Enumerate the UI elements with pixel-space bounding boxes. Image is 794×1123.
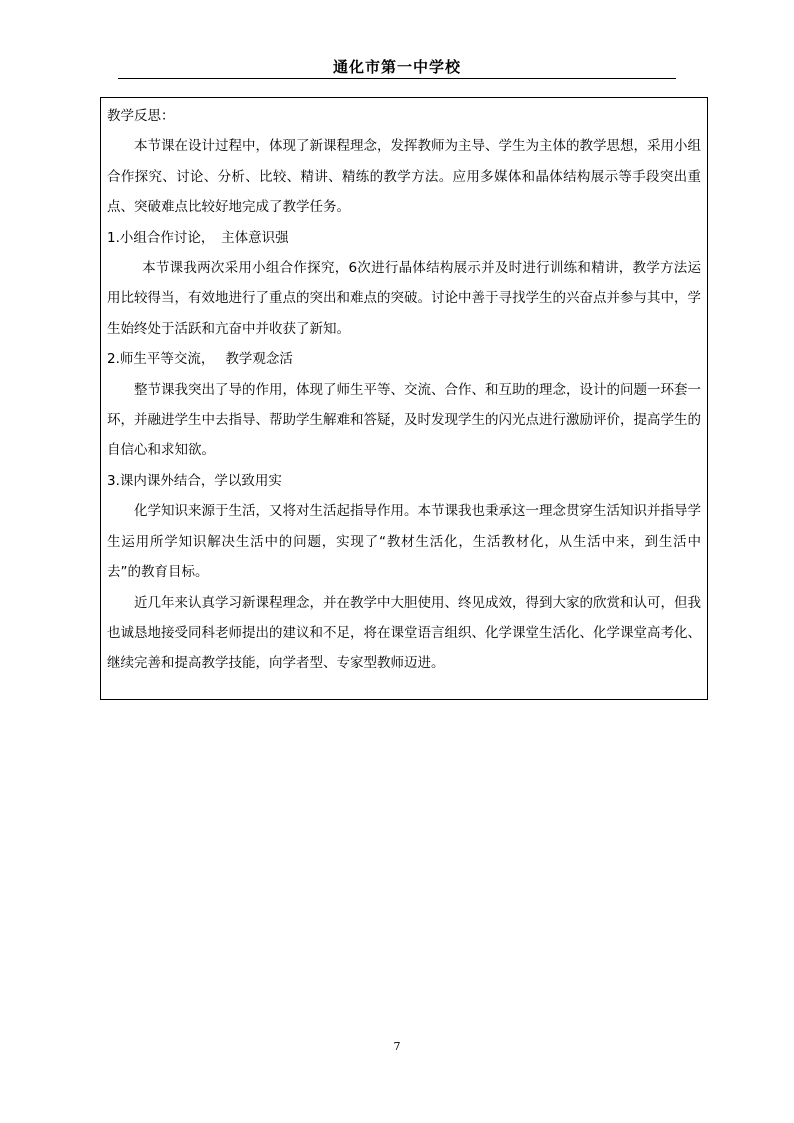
section-1-body: 本节课我两次采用小组合作探究，6次进行晶体结构展示并及时进行训练和精讲，教学方法运用比较得当，有效地进行了重点的突出和难点的突破。讨论中善于寻找学生的兴奋点并参与其中，学生始终处于活跃和亢奋中并收获了新知。 xyxy=(107,260,701,337)
reflection-closing: 近几年来认真学习新课程理念，并在教学中大胆使用、终见成效，得到大家的欣赏和认可，但我也诚恳地接受同科老师提出的建议和不足，将在课堂语言组织、化学课堂生活化、化学课堂高考化、继续完善和提高教学技能，向学者型、专家型教师迈进。 xyxy=(107,594,701,672)
section-2-body: 整节课我突出了导的作用，体现了师生平等、交流、合作、和互助的理念，设计的问题一环套一环，并融进学生中去指导、帮助学生解难和答疑，及时发现学生的闪光点进行激励评价，提高学生的自信心和求知欲。 xyxy=(107,381,701,459)
reflection-content xyxy=(107,101,701,679)
reflection-box xyxy=(100,97,708,700)
section-1-heading: 1.小组合作讨论， 主体意识强 xyxy=(107,229,289,246)
reflection-title: 教学反思： xyxy=(107,108,175,124)
reflection-intro: 本节课在设计过程中，体现了新课程理念，发挥教师为主导、学生为主体的教学思想，采用小组合作探究、讨论、分析、比较、精讲、精练的教学方法。应用多媒体和晶体结构展示等手段突出重点、突破难点比较好地完成了教学任务。 xyxy=(107,138,701,216)
section-3-body: 化学知识来源于生活，又将对生活起指导作用。本节课我也秉承这一理念贯穿生活知识并指导学生运用所学知识解决生活中的问题，实现了“教材生活化，生活教材化，从生活中来，到生活中去”的教育目标。 xyxy=(107,503,701,581)
section-3-heading: 3.课内课外结合，学以致用实 xyxy=(107,472,282,489)
page-header-school-name: 通化市第一中学校 xyxy=(118,56,676,79)
section-2-heading: 2.师生平等交流， 教学观念活 xyxy=(107,351,293,368)
page-number: 7 xyxy=(393,1040,401,1053)
